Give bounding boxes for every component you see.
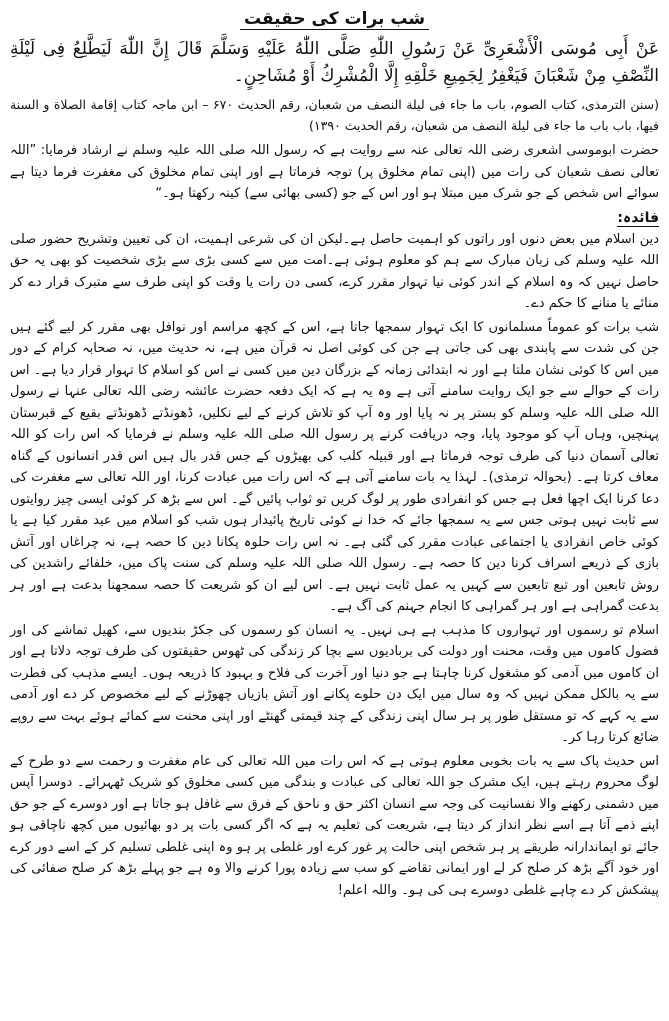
paragraph-1: دین اسلام میں بعض دنوں اور راتوں کو اہمیت حاصل ہے۔لیکن ان کی شرعی اہمیت، ان کی تعیین وتشریح حضور صلی اللہ علیہ وسلم کی زبان مبارک سے ہم کو معلوم ہوئی ہے۔امت میں سے کسی بڑی سے بڑی شخصیت کو بھی یہ حق حاصل نہیں کہ وہ اسلام کے اندر کوئی نیا تہوار مقرر کرے، کسی دن رات یا وقت کو اپنی طرف سے متبرک قرار دے کر منائے یا منانے کا حکم دے۔	[10, 231, 659, 311]
paragraph-2: شب برات کو عموماً مسلمانوں کا ایک تہوار سمجھا جاتا ہے، اس کے کچھ مراسم اور نوافل بھی مقرر کر لیے گئے ہیں جن کی شدت سے پابندی بھی کی جاتی ہے جن کی کوئی اصل نہ قرآن میں ہے، نہ حدیث میں، نہ صحابہ کرام کے دور میں اس کا کوئی نشان ملتا ہے اور نہ ابتدائی زمانہ کے بزرگان دین میں کسی نے اس کو اسلام کا تہوار قرار دیا ہے۔ اس رات کے حوالے سے جو ایک روایت سامنے آتی ہے وہ یہ ہے کہ ایک دفعہ حضرت عائشہ رضی اللہ تعالی عنہا نے رسول اللہ صلی اللہ علیہ وسلم کو بستر پر نہ پایا اور وہ آپ کو تلاش کرنے کے لیے نکلیں، ڈھونڈتے ڈھونڈتے بقیع کے قبرستان پہنچیں، وہاں آپ کو موجود پایا، وجہ دریافت کرنے پر رسول اللہ صلی اللہ علیہ وسلم نے فرمایا کہ اس رات کو اللہ تعالی آسمان دنیا کی طرف توجہ فرماتا ہے اور قبیلہ کلب کی بھیڑوں کے جس قدر بال ہیں اس قدر انسانوں کے گناہ معاف کرتا ہے۔ (بحوالہ ترمذی)۔ لہذا یہ بات سامنے آتی ہے کہ اس رات میں عبادت کرنا، اور اللہ تعالی سے مغفرت کی دعا کرنا ایک اچھا فعل ہے جس کو انفرادی طور پر لوگ کریں تو ثواب پائیں گے۔ اس سے بڑھ کر کوئی ایسی چیز روایتوں سے ثابت نہیں ہوتی جس سے یہ سمجھا جائے کہ خدا نے کوئی تاریخ پائیدار ہوں شب کو اسلام میں عید مقرر کیا ہے یا کوئی خاص انفرادی یا اجتماعی عبادت مقرر کی گئی ہے۔ نہ اس رات حلوہ پکانا دین کا حصہ ہے، نہ چراغاں اور آتش بازی کے ذریعے اسراف کرنا دین کا حصہ ہے۔ رسول اللہ صلی اللہ علیہ وسلم کی سنت پاک میں، خلفائے راشدین کی روش تابعین اور تبع تابعین سے کہیں یہ عمل ثابت نہیں ہے۔ اس لیے ان کو شریعت کا حصہ سمجھنا بدعت ہے اور ہر بدعت گمراہی ہے اور ہر گمراہی کا انجام جہنم کی آگ ہے۔	[10, 319, 659, 614]
paragraph-4: اس حدیث پاک سے یہ بات بخوبی معلوم ہوتی ہے کہ اس رات میں اللہ تعالی کی عام مغفرت و رحمت سے دو طرح کے لوگ محروم رہتے ہیں، ایک مشرک جو اللہ تعالی کی عبادت و بندگی میں کسی مخلوق کو شریک ٹھہرائے۔ دوسرا آپس میں دشمنی رکھنے والا نفسانیت کی وجہ سے انسان اکثر حق و ناحق کے فرق سے غافل ہو جاتا ہے اور دوسرے کے جو حق اپنے ذمے آتا ہے اسے نظر انداز کر دیتا ہے، شریعت کی تعلیم یہ ہے کہ اگر کسی بات پر دو بھائیوں میں کچھ ناچاقی ہو جائے تو ایماندارانہ طریقے پر ہر شخص اپنی حالت پر غور کرے اور غلطی پر ہو وہ اپنی غلطی تسلیم کر کے اسے دور کرے اور خود آگے بڑھ کر صلح کر لے اور ایمانی تقاضے کو سب سے زیادہ پورا کرنے والا وہ ہے جو پہلے بڑھ کر صلح صفائی کی پیشکش کر دے چاہے غلطی دوسرے ہی کی ہو۔ واللہ اعلم!	[10, 753, 659, 898]
section-heading-text: فائدہ:	[617, 209, 659, 226]
arabic-hadith-text: عَنْ أَبِی مُوسَی الْأَشْعَرِیِّ عَنْ رَسُولِ اللّٰهِ صَلَّی اللّٰهُ عَلَیْهِ وَسَلَّمَ قَالَ إِنَّ اللّٰهَ لَیَطَّلِعُ فِی لَیْلَةِ النِّصْفِ مِنْ شَعْبَانَ فَیَغْفِرُ لِجَمِیعِ خَلْقِهِ إِلَّا الْمُشْرِكُ أَوْ مُشَاحِنٍ۔	[10, 39, 659, 86]
title-text: شب برات کی حقیقت	[240, 9, 429, 30]
paragraph-3: اسلام تو رسموں اور تہواروں کا مذہب ہے ہی نہیں۔ یہ انسان کو رسموں کی جکڑ بندیوں سے، کھیل تماشے کی اور فضول کاموں میں وقت، محنت اور دولت کی بربادیوں سے بچا کر زندگی کی ٹھوس حقیقتوں کی طرف توجہ دلاتا ہے اور ان کاموں میں آدمی کو مشغول کرنا چاہتا ہے جو دنیا اور آخرت کی فلاح و بہبود کا ذریعہ ہوں۔ ایسے مذہب کی فطرت سے یہ بالکل ممکن نہیں کہ وہ سال میں ایک دن حلوے پکانے اور آتش بازیاں چھوڑنے کے لیے مخصوص کر دے اور آدمی سے یہ کہے کہ تو مستقل طور پر ہر سال اپنی زندگی کے چند قیمتی گھنٹے اور اپنی محنت سے کمائے ہوئے بہت سے روپے ضائع کرتا رہا کر۔	[10, 622, 659, 745]
hadith-translation: حضرت ابوموسی اشعری رضی اللہ تعالی عنہ سے روایت ہے کہ رسول اللہ صلی اللہ علیہ وسلم نے ارشاد فرمایا: ”اللہ تعالی نصف شعبان کی رات میں (اپنی تمام مخلوق پر) توجہ فرماتا ہے اور اپنی تمام مخلوق کی مغفرت فرما دیتا ہے سوائے اس شخص کے جو شرک میں مبتلا ہو اور اس کے جو (کسی بھائی سے) کینہ رکھتا ہو۔“	[10, 143, 659, 201]
source-reference: (سنن الترمذی، کتاب الصوم، باب ما جاء فی لیلة النصف من شعبان، رقم الحدیث ۶۷۰ – ابن ماجہ کتاب إقامة الصلاة و السنة فیھا، باب باب ما جاء فی لیلة النصف من شعبان، رقم الحدیث ۱۳۹۰)	[10, 97, 659, 133]
document-title	[10, 8, 659, 30]
section-heading	[10, 207, 659, 229]
